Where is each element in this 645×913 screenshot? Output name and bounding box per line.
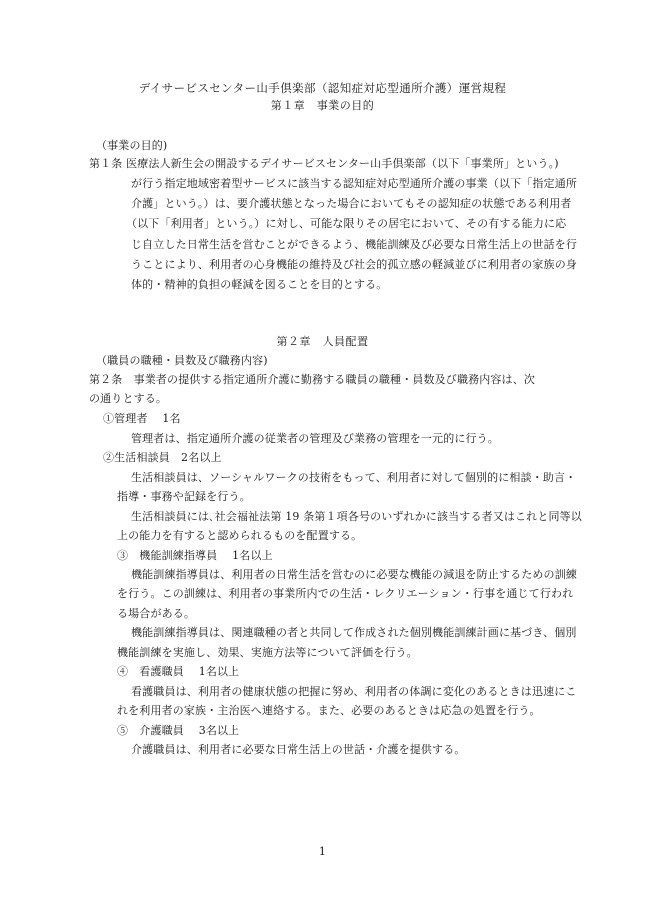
article1-line: 体的・精神的負担の軽減を図ることを目的とする。 <box>131 278 388 291</box>
chapter1-heading: 第１章 事業の目的 <box>270 99 375 112</box>
manager-description: 管理者は、指定通所介護の従業者の管理及び業務の管理を一元的に行う。 <box>131 432 499 445</box>
trainer-heading: ③ 機能訓練指導員 1名以上 <box>117 549 273 562</box>
counselor-description: 指導・事務や記録を行う。 <box>117 490 251 503</box>
nurse-heading: ④ 看護職員 1名以上 <box>117 665 240 678</box>
counselor-qualification: 生活相談員には､社会福祉法第 19 条第１項各号のいずれかに該当する者又はこれと同等以 <box>131 510 582 523</box>
trainer-plan: 機能訓練指導員は、関連職種の者と共同して作成された個別機能訓練計画に基づき、個別 <box>131 626 577 639</box>
article1-line: 第１条 医療法人新生会の開設するデイサービスセンター山手倶楽部（以下「事業所」という。) <box>89 157 559 170</box>
counselor-heading: ②生活相談員 2名以上 <box>103 451 222 464</box>
trainer-description: る場合がある。 <box>117 607 196 620</box>
article2-line: 第２条 事業者の提供する指定通所介護に勤務する職員の職種・員数及び職務内容は、次 <box>89 373 535 386</box>
counselor-qualification: 上の能力を有すると認められるものを配置する。 <box>117 529 363 542</box>
chapter2-heading: 第２章 人員配置 <box>276 335 369 348</box>
article1-line: が行う指定地域密着型サービスに該当する認知症対応型通所介護の事業（以下「指定通所 <box>131 177 577 190</box>
page-number: 1 <box>318 845 327 858</box>
article1-line: うことにより、利用者の心身機能の維持及び社会的孤立感の軽減並びに利用者の家族の身 <box>131 258 577 271</box>
nurse-description: 看護職員は、利用者の健康状態の把握に努め、利用者の体調に変化のあるときは迅速にこ <box>131 685 577 698</box>
counselor-description: 生活相談員は、ソーシャルワークの技術をもって、利用者に対して個別的に相談・助言・ <box>131 471 577 484</box>
caregiver-description: 介護職員は、利用者に必要な日常生活上の世話・介護を提供する。 <box>131 743 466 756</box>
trainer-description: 機能訓練指導員は、利用者の日常生活を営むのに必要な機能の減退を防止するための訓練 <box>131 568 577 581</box>
article1-caption: （事業の目的) <box>96 139 168 152</box>
article1-line: じ自立した日常生活を営むことができるよう、機能訓練及び必要な日常生活上の世話を行 <box>131 238 577 251</box>
document-title: デイサービスセンター山手倶楽部（認知症対応型通所介護）運営規程 <box>138 81 507 95</box>
trainer-plan: 機能訓練を実施し、効果、実施方法等について評価を行う。 <box>117 646 418 659</box>
nurse-description: れを利用者の家族・主治医へ連絡する。また、必要のあるときは応急の処置を行う。 <box>117 704 541 717</box>
manager-heading: ①管理者 1名 <box>103 412 181 425</box>
article2-caption: （職員の職種・員数及び職務内容) <box>96 354 268 367</box>
article1-line: 介護」という。）は、要介護状態となった場合においてもその認知症の状態である利用者 <box>131 197 572 210</box>
trainer-description: を行う。この訓練は、利用者の事業所内での生活・レクリエーション・行事を通じて行われ <box>117 587 574 600</box>
article1-line: （以下「利用者」という。）に対し、可能な限りその居宅において、その有する能力に応 <box>126 217 567 230</box>
caregiver-heading: ⑤ 介護職員 3名以上 <box>117 724 240 737</box>
article2-line: の通りとする。 <box>89 392 168 405</box>
